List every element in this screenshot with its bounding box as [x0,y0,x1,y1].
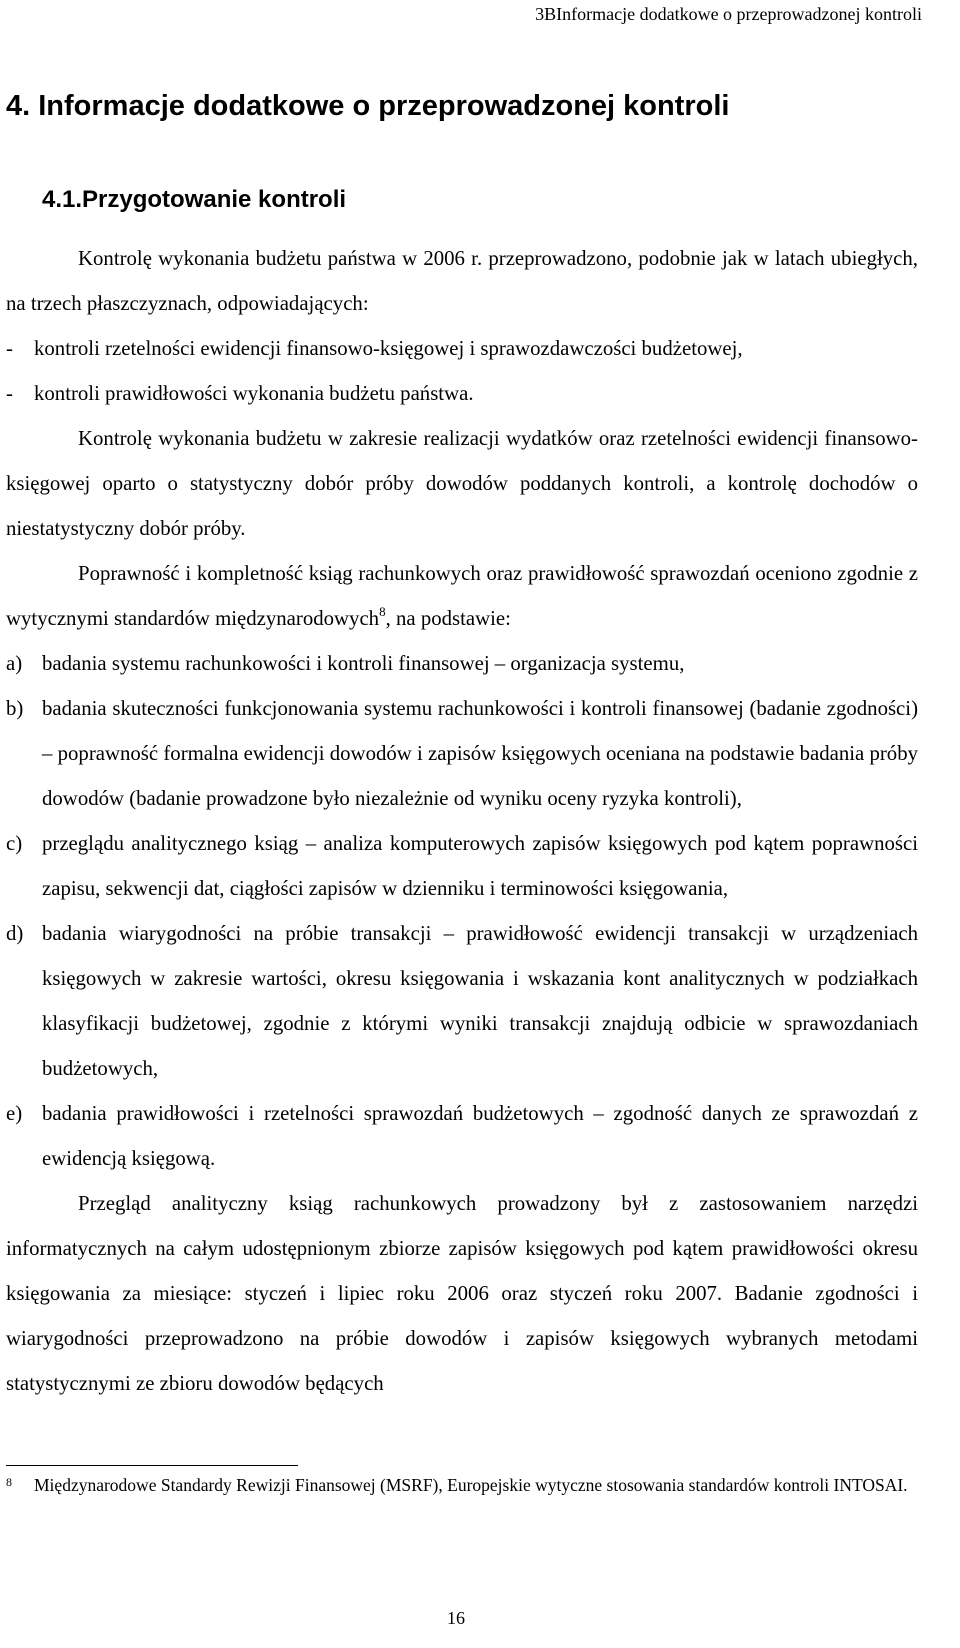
list-marker: c) [6,832,23,855]
list-item-e [6,1091,918,1181]
list-item-a [6,641,918,686]
page-number: 16 [447,1608,465,1628]
list-marker: e) [6,1102,23,1125]
list-item-text: badania prawidłowości i rzetelności sprawozdań budżetowych – zgodność danych ze sprawozdań z ewidencją księgową. [42,1102,918,1170]
footnote-text: Międzynarodowe Standardy Rewizji Finansowej (MSRF), Europejskie wytyczne stosowania standardów kontroli INTOSAI. [34,1475,908,1495]
dash-item-text: kontroli rzetelności ewidencji finansowo-księgowej i sprawozdawczości budżetowej, [34,337,743,360]
list-item-b [6,686,918,821]
paragraph-intro: Kontrolę wykonania budżetu państwa w 2006 r. przeprowadzono, podobnie jak w latach ubiegłych, na trzech płaszczyznach, odpowiadających: [6,247,918,315]
list-marker: a) [6,652,23,675]
paragraph-sampling: Kontrolę wykonania budżetu w zakresie realizacji wydatków oraz rzetelności ewidencji finansowo-księgowej oparto o statystyczny dobór próby dowodów poddanych kontroli, a kontrolę dochodów o niestatystyczny dobór próby. [6,427,918,540]
footnote-separator [6,1465,298,1466]
paragraph-analytical-review: Przegląd analityczny ksiąg rachunkowych prowadzony był z zastosowaniem narzędzi informatycznych na całym udostępnionym zbiorze zapisów księgowych pod kątem prawidłowości okresu księgowania za miesiące: styczeń i lipiec roku 2006 oraz styczeń roku 2007. Badanie zgodności i wiarygodności przeprowadzono na próbie dowodów i zapisów księgowych wybranych metodami statystycznymi ze zbioru dowodów będących [6,1192,918,1395]
list-marker: b) [6,697,24,720]
section-heading: 4. Informacje dodatkowe o przeprowadzonej kontroli [6,90,730,122]
footnote-reference: 8 [379,604,386,619]
dash-list-item [6,371,918,416]
list-item-text: badania systemu rachunkowości i kontroli finansowej – organizacja systemu, [42,652,685,675]
list-item-d [6,911,918,1091]
paragraph-standards [6,551,918,641]
paragraph-standards-text: Poprawność i kompletność ksiąg rachunkowych oraz prawidłowość sprawozdań oceniono zgodnie z wytycznymi standardów międzynarodowych [6,562,918,630]
list-item-text: badania wiarygodności na próbie transakcji – prawidłowość ewidencji transakcji w urządzeniach księgowych w zakresie wartości, okresu księgowania i wskazania kont analitycznych w podziałkach klasyfikacji budżetowej, zgodnie z którymi wyniki transakcji znajdują odbicie w sprawozdaniach budżetowych, [42,922,918,1080]
dash-marker: - [6,382,13,405]
dash-item-text: kontroli prawidłowości wykonania budżetu państwa. [34,382,474,405]
list-item-c [6,821,918,911]
list-item-text: przeglądu analitycznego ksiąg – analiza komputerowych zapisów księgowych pod kątem poprawności zapisu, sekwencji dat, ciągłości zapisów w dzienniku i terminowości księgowania, [42,832,918,900]
list-item-text: badania skuteczności funkcjonowania systemu rachunkowości i kontroli finansowej (badanie zgodności) – poprawność formalna ewidencji dowodów i zapisów księgowych oceniana na podstawie badania próby dowodów (badanie prowadzone było niezależnie od wyniku oceny ryzyka kontroli), [42,697,918,810]
subsection-heading: 4.1.Przygotowanie kontroli [42,186,347,213]
body-text [6,236,918,1406]
dash-list-item [6,326,918,371]
footnote-marker: 8 [6,1475,12,1489]
dash-marker: - [6,337,13,360]
running-header: 3BInformacje dodatkowe o przeprowadzonej kontroli [535,4,922,24]
list-marker: d) [6,922,24,945]
paragraph-standards-tail: , na podstawie: [385,607,511,630]
footnote [6,1474,918,1497]
